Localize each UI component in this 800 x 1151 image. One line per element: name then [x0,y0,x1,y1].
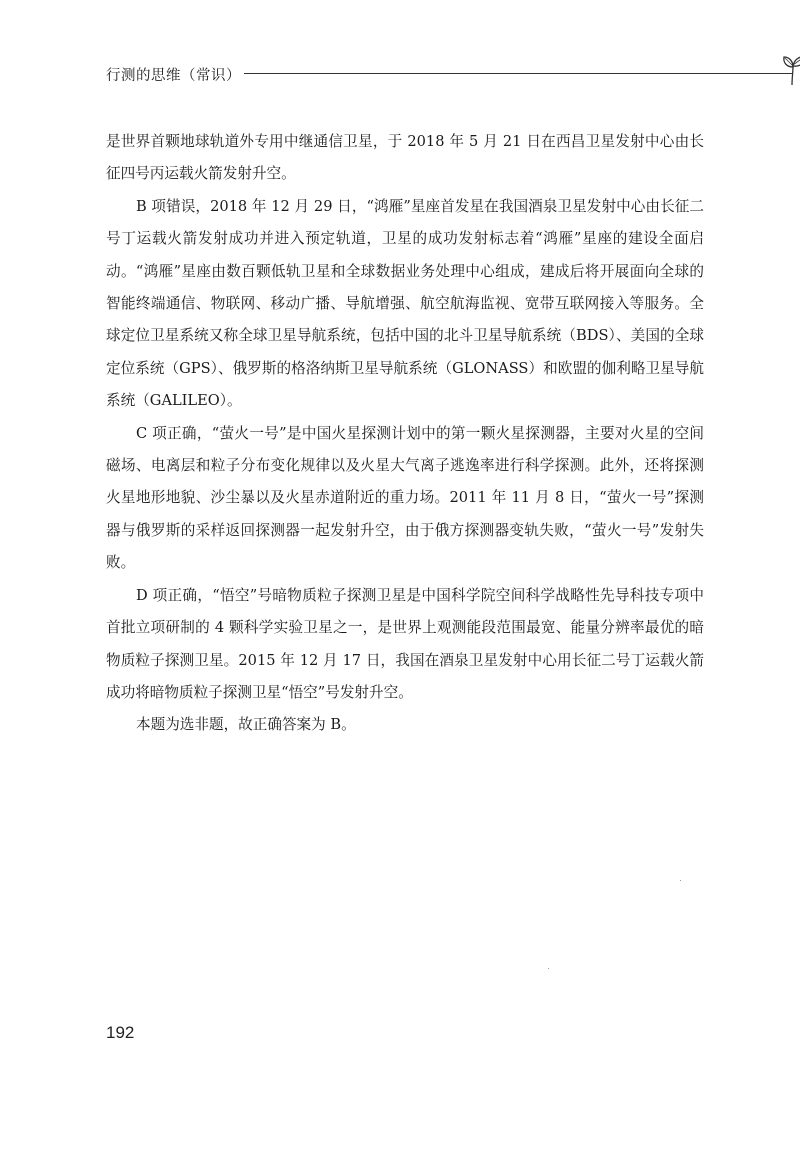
sprout-icon [778,52,800,86]
scan-speck [548,968,549,969]
paragraph-continuation: 是世界首颗地球轨道外专用中继通信卫星，于 2018 年 5 月 21 日在西昌卫星发射中心由长征四号丙运载火箭发射升空。 [106,133,704,183]
paragraph-option-c: C 项正确，“萤火一号”是中国火星探测计划中的第一颗火星探测器，主要对火星的空间磁场、电离层和粒子分布变化规律以及火星大气离子逃逸率进行科学探测。此外，还将探测火星地形地貌、沙尘暴以及火星赤道附近的重力场。2011 年 11 月 8 日，“萤火一号”探测器与俄罗斯的采样返回探测器一起发射升空，由于俄方探测器变轨失败，“萤火一号”发射失败。 [106,424,704,572]
body-text [106,126,704,742]
running-header [106,52,726,92]
paragraph-option-d: D 项正确，“悟空”号暗物质粒子探测卫星是中国科学院空间科学战略性先导科技专项中首批立项研制的 4 颗科学实验卫星之一，是世界上观测能段范围最宽、能量分辨率最优的暗物质粒子探测卫星。2015 年 12 月 17 日，我国在酒泉卫星发射中心用长征二号丁运载火箭成功将暗物质粒子探测卫星“悟空”号发射升空。 [106,586,704,701]
scan-speck [680,880,681,881]
paragraph-option-b: B 项错误，2018 年 12 月 29 日，“鸿雁”星座首发星在我国酒泉卫星发射中心由长征二号丁运载火箭发射成功并进入预定轨道，卫星的成功发射标志着“鸿雁”星座的建设全面启动。“鸿雁”星座由数百颗低轨卫星和全球数据业务处理中心组成，建成后将开展面向全球的智能终端通信、物联网、移动广播、导航增强、航空航海监视、宽带互联网接入等服务。全球定位卫星系统又称全球卫星导航系统，包括中国的北斗卫星导航系统（BDS）、美国的全球定位系统（GPS）、俄罗斯的格洛纳斯卫星导航系统（GLONASS）和欧盟的伽利略卫星导航系统（GALILEO）。 [106,197,704,410]
paragraph-answer: 本题为选非题，故正确答案为 B。 [136,716,356,734]
page-number: 192 [106,1023,135,1042]
header-rule [244,73,792,74]
header-title: 行测的思维（常识） [106,68,241,84]
